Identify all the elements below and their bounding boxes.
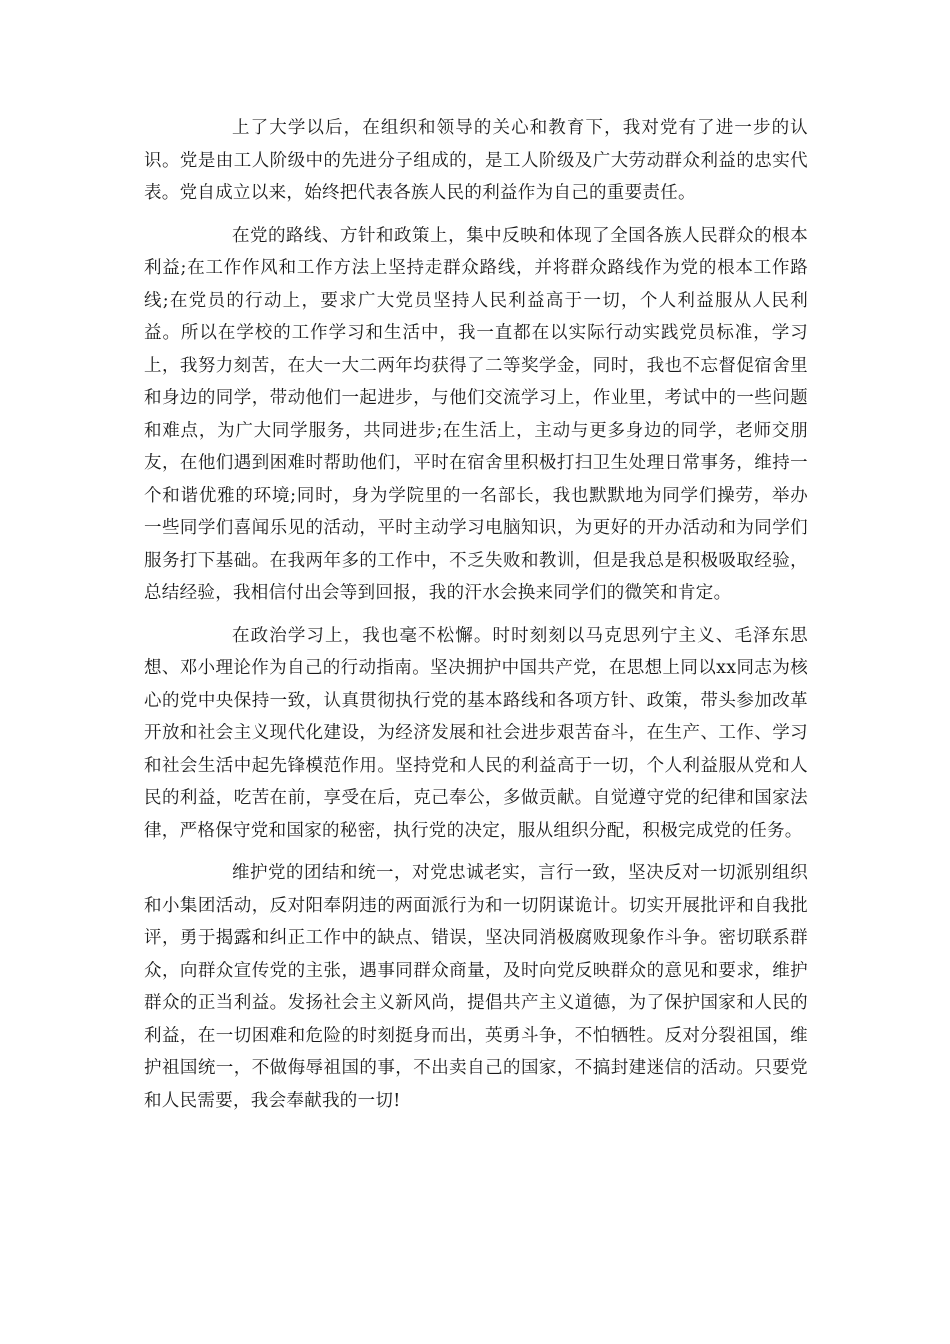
paragraph-3: 在政治学习上，我也毫不松懈。时时刻刻以马克思列宁主义、毛泽东思想、邓小理论作为自己的行动指南。坚决拥护中国共产党，在思想上同以xx同志为核心的党中央保持一致，认真贯彻执行党的基本路线和各项方针、政策，带头参加改革开放和社会主义现代化建设，为经济发展和社会进步艰苦奋斗，在生产、工作、学习和社会生活中起先锋模范作用。坚持党和人民的利益高于一切，个人利益服从党和人民的利益，吃苦在前，享受在后，克己奉公，多做贡献。自觉遵守党的纪律和国家法律，严格保守党和国家的秘密，执行党的决定，服从组织分配，积极完成党的任务。 (144, 625, 808, 841)
document-body (144, 112, 808, 1117)
paragraph-1: 上了大学以后，在组织和领导的关心和教育下，我对党有了进一步的认识。党是由工人阶级中的先进分子组成的，是工人阶级及广大劳动群众利益的忠实代表。党自成立以来，始终把代表各族人民的利益作为自己的重要责任。 (144, 118, 808, 203)
paragraph-2: 在党的路线、方针和政策上，集中反映和体现了全国各族人民群众的根本利益;在工作作风和工作方法上坚持走群众路线，并将群众路线作为党的根本工作路线;在党员的行动上，要求广大党员坚持人民利益高于一切，个人利益服从人民利益。所以在学校的工作学习和生活中，我一直都在以实际行动实践党员标准，学习上，我努力刻苦，在大一大二两年均获得了二等奖学金，同时，我也不忘督促宿舍里和身边的同学，带动他们一起进步，与他们交流学习上，作业里，考试中的一些问题和难点，为广大同学服务，共同进步;在生活上，主动与更多身边的同学，老师交朋友，在他们遇到困难时帮助他们，平时在宿舍里积极打扫卫生处理日常事务，维持一个和谐优雅的环境;同时，身为学院里的一名部长，我也默默地为同学们操劳，举办一些同学们喜闻乐见的活动，平时主动学习电脑知识，为更好的开办活动和为同学们服务打下基础。在我两年多的工作中，不乏失败和教训，但是我总是积极吸取经验，总结经验，我相信付出会等到回报，我的汗水会换来同学们的微笑和肯定。 (144, 225, 808, 603)
paragraph-4: 维护党的团结和统一，对党忠诚老实，言行一致，坚决反对一切派别组织和小集团活动，反对阳奉阴违的两面派行为和一切阴谋诡计。切实开展批评和自我批评，勇于揭露和纠正工作中的缺点、错误，坚决同消极腐败现象作斗争。密切联系群众，向群众宣传党的主张，遇事同群众商量，及时向党反映群众的意见和要求，维护群众的正当利益。发扬社会主义新风尚，提倡共产主义道德，为了保护国家和人民的利益，在一切困难和危险的时刻挺身而出，英勇斗争，不怕牺牲。反对分裂祖国，维护祖国统一，不做侮辱祖国的事，不出卖自己的国家，不搞封建迷信的活动。只要党和人民需要，我会奉献我的一切! (144, 863, 808, 1111)
